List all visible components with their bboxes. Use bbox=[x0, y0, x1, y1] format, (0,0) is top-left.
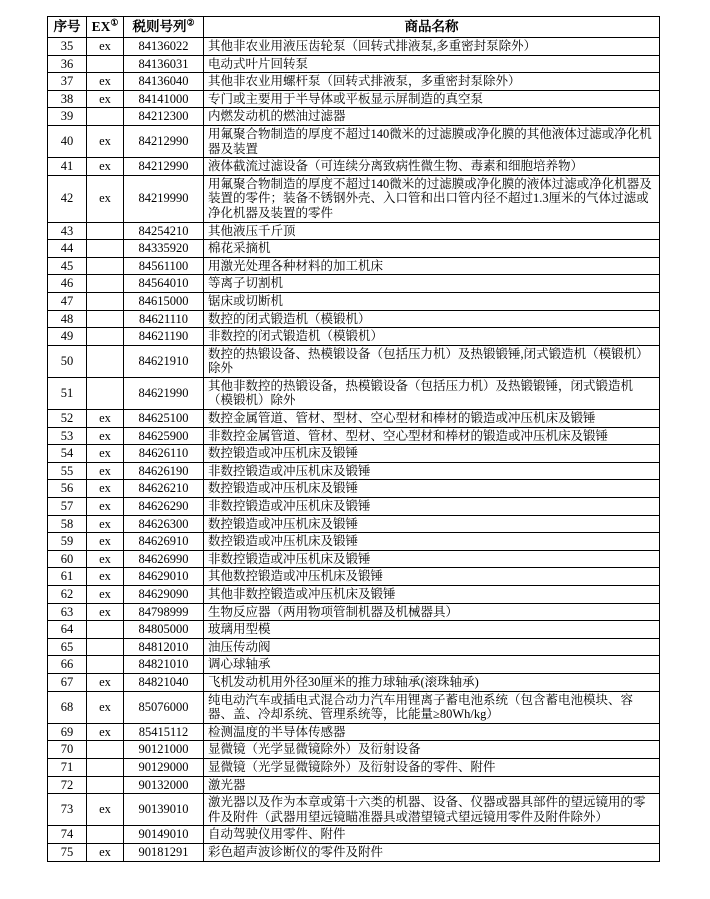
table-row bbox=[48, 175, 660, 222]
row-product-name: 自动驾驶仪用零件、附件 bbox=[204, 826, 660, 844]
row-product-name: 专门或主要用于半导体或平板显示屏制造的真空泵 bbox=[204, 90, 660, 108]
row-tariff-code: 84798999 bbox=[124, 603, 204, 621]
table-row bbox=[48, 758, 660, 776]
column-header-code-label: 税则号列 bbox=[132, 19, 187, 34]
row-product-name: 其他非数控的热锻设备，热模锻设备（包括压力机）及热锻锻锤，闭式锻造机（模锻机）除外 bbox=[204, 377, 660, 409]
row-product-name: 数控锻造或冲压机床及锻锤 bbox=[204, 515, 660, 533]
row-seq-number: 37 bbox=[48, 73, 87, 91]
table-row bbox=[48, 794, 660, 826]
row-product-name: 非数控的闭式锻造机（模锻机） bbox=[204, 328, 660, 346]
table-row bbox=[48, 741, 660, 759]
row-tariff-code: 84626300 bbox=[124, 515, 204, 533]
row-product-name: 其他非农业用液压齿轮泵（回转式排液泵,多重密封泵除外） bbox=[204, 38, 660, 56]
row-seq-number: 52 bbox=[48, 410, 87, 428]
row-ex-flag bbox=[87, 758, 124, 776]
row-ex-flag bbox=[87, 377, 124, 409]
footnote-mark-1: ① bbox=[110, 17, 119, 28]
table-row bbox=[48, 568, 660, 586]
row-product-name: 彩色超声波诊断仪的零件及附件 bbox=[204, 843, 660, 861]
row-product-name: 液体截流过滤设备（可连续分离致病性微生物、毒素和细胞培养物） bbox=[204, 158, 660, 176]
tariff-table bbox=[47, 16, 660, 862]
row-product-name: 数控金属管道、管材、型材、空心型材和棒材的锻造或冲压机床及锻锤 bbox=[204, 410, 660, 428]
row-product-name: 显微镜（光学显微镜除外）及衍射设备 bbox=[204, 741, 660, 759]
row-tariff-code: 84219990 bbox=[124, 175, 204, 222]
row-seq-number: 59 bbox=[48, 533, 87, 551]
row-product-name: 等离子切割机 bbox=[204, 275, 660, 293]
row-seq-number: 73 bbox=[48, 794, 87, 826]
row-ex-flag: ex bbox=[87, 427, 124, 445]
row-product-name: 其他非数控锻造或冲压机床及锻锤 bbox=[204, 586, 660, 604]
row-tariff-code: 85076000 bbox=[124, 691, 204, 723]
footnote-mark-2: ② bbox=[186, 17, 195, 28]
table-header bbox=[48, 17, 660, 38]
row-tariff-code: 90129000 bbox=[124, 758, 204, 776]
row-ex-flag: ex bbox=[87, 73, 124, 91]
row-product-name: 激光器以及作为本章或第十六类的机器、设备、仪器或器具部件的望远镜用的零件及附件（武器用望远镜瞄准器具或潜望镜式望远镜用零件及附件除外） bbox=[204, 794, 660, 826]
row-product-name: 内燃发动机的燃油过滤器 bbox=[204, 108, 660, 126]
row-tariff-code: 84335920 bbox=[124, 240, 204, 258]
row-ex-flag: ex bbox=[87, 462, 124, 480]
row-seq-number: 55 bbox=[48, 462, 87, 480]
row-ex-flag: ex bbox=[87, 550, 124, 568]
table-row bbox=[48, 498, 660, 516]
row-product-name: 数控锻造或冲压机床及锻锤 bbox=[204, 480, 660, 498]
row-ex-flag: ex bbox=[87, 586, 124, 604]
row-product-name: 油压传动阀 bbox=[204, 638, 660, 656]
row-ex-flag: ex bbox=[87, 498, 124, 516]
table-row bbox=[48, 240, 660, 258]
row-tariff-code: 85415112 bbox=[124, 723, 204, 741]
row-tariff-code: 84821010 bbox=[124, 656, 204, 674]
row-seq-number: 62 bbox=[48, 586, 87, 604]
row-ex-flag bbox=[87, 741, 124, 759]
row-seq-number: 71 bbox=[48, 758, 87, 776]
row-seq-number: 41 bbox=[48, 158, 87, 176]
row-ex-flag bbox=[87, 310, 124, 328]
table-row bbox=[48, 533, 660, 551]
row-tariff-code: 84621910 bbox=[124, 345, 204, 377]
column-header-ex bbox=[87, 17, 124, 38]
row-tariff-code: 84621990 bbox=[124, 377, 204, 409]
row-seq-number: 42 bbox=[48, 175, 87, 222]
row-ex-flag bbox=[87, 621, 124, 639]
row-product-name: 其他非农业用螺杆泵（回转式排液泵，多重密封泵除外） bbox=[204, 73, 660, 91]
row-tariff-code: 84141000 bbox=[124, 90, 204, 108]
row-product-name: 数控的热锻设备、热模锻设备（包括压力机）及热锻锻锤,闭式锻造机（模锻机）除外 bbox=[204, 345, 660, 377]
row-tariff-code: 84625900 bbox=[124, 427, 204, 445]
table-row bbox=[48, 257, 660, 275]
row-seq-number: 67 bbox=[48, 673, 87, 691]
table-row bbox=[48, 586, 660, 604]
row-product-name: 纯电动汽车或插电式混合动力汽车用锂离子蓄电池系统（包含蓄电池模块、容器、盖、冷却系统、管理系统等，比能量≥80Wh/kg） bbox=[204, 691, 660, 723]
row-seq-number: 40 bbox=[48, 125, 87, 157]
row-ex-flag: ex bbox=[87, 90, 124, 108]
row-product-name: 检测温度的半导体传感器 bbox=[204, 723, 660, 741]
row-seq-number: 54 bbox=[48, 445, 87, 463]
table-row bbox=[48, 410, 660, 428]
row-product-name: 激光器 bbox=[204, 776, 660, 794]
row-product-name: 棉花采摘机 bbox=[204, 240, 660, 258]
table-row bbox=[48, 691, 660, 723]
row-ex-flag: ex bbox=[87, 691, 124, 723]
row-tariff-code: 84626990 bbox=[124, 550, 204, 568]
column-header-ex-label: EX bbox=[91, 19, 111, 34]
row-seq-number: 50 bbox=[48, 345, 87, 377]
table-row bbox=[48, 377, 660, 409]
row-tariff-code: 84629010 bbox=[124, 568, 204, 586]
table-row bbox=[48, 776, 660, 794]
row-seq-number: 64 bbox=[48, 621, 87, 639]
table-row bbox=[48, 480, 660, 498]
row-seq-number: 74 bbox=[48, 826, 87, 844]
table-row bbox=[48, 638, 660, 656]
row-product-name: 用氟聚合物制造的厚度不超过140微米的过滤膜或净化膜的液体过滤或净化机器及装置的零件；装备不锈钢外壳、入口管和出口管内径不超过1.3厘米的气体过滤或净化机器及装置的零件 bbox=[204, 175, 660, 222]
row-product-name: 用氟聚合物制造的厚度不超过140微米的过滤膜或净化膜的其他液体过滤或净化机器及装置 bbox=[204, 125, 660, 157]
row-tariff-code: 84254210 bbox=[124, 222, 204, 240]
row-ex-flag bbox=[87, 240, 124, 258]
row-seq-number: 69 bbox=[48, 723, 87, 741]
table-row bbox=[48, 826, 660, 844]
row-tariff-code: 84615000 bbox=[124, 292, 204, 310]
table-row bbox=[48, 125, 660, 157]
row-tariff-code: 84626190 bbox=[124, 462, 204, 480]
row-seq-number: 58 bbox=[48, 515, 87, 533]
row-tariff-code: 90149010 bbox=[124, 826, 204, 844]
column-header-name bbox=[204, 17, 660, 38]
row-ex-flag: ex bbox=[87, 603, 124, 621]
row-product-name: 锯床或切断机 bbox=[204, 292, 660, 310]
row-ex-flag: ex bbox=[87, 843, 124, 861]
tariff-table-body bbox=[48, 38, 660, 862]
table-row bbox=[48, 462, 660, 480]
row-seq-number: 47 bbox=[48, 292, 87, 310]
row-tariff-code: 84212990 bbox=[124, 125, 204, 157]
row-ex-flag: ex bbox=[87, 533, 124, 551]
row-ex-flag bbox=[87, 222, 124, 240]
table-row bbox=[48, 515, 660, 533]
row-product-name: 其他数控锻造或冲压机床及锻锤 bbox=[204, 568, 660, 586]
row-product-name: 非数控锻造或冲压机床及锻锤 bbox=[204, 550, 660, 568]
row-ex-flag: ex bbox=[87, 673, 124, 691]
row-seq-number: 75 bbox=[48, 843, 87, 861]
row-seq-number: 45 bbox=[48, 257, 87, 275]
row-seq-number: 38 bbox=[48, 90, 87, 108]
table-row bbox=[48, 445, 660, 463]
row-seq-number: 46 bbox=[48, 275, 87, 293]
row-tariff-code: 90132000 bbox=[124, 776, 204, 794]
table-row bbox=[48, 38, 660, 56]
table-row bbox=[48, 310, 660, 328]
row-tariff-code: 84821040 bbox=[124, 673, 204, 691]
row-ex-flag: ex bbox=[87, 445, 124, 463]
row-tariff-code: 84621190 bbox=[124, 328, 204, 346]
row-ex-flag bbox=[87, 292, 124, 310]
row-seq-number: 66 bbox=[48, 656, 87, 674]
row-ex-flag: ex bbox=[87, 158, 124, 176]
table-row bbox=[48, 90, 660, 108]
row-tariff-code: 90139010 bbox=[124, 794, 204, 826]
column-header-name-label: 商品名称 bbox=[404, 19, 459, 34]
row-ex-flag: ex bbox=[87, 125, 124, 157]
row-seq-number: 36 bbox=[48, 55, 87, 73]
header-row bbox=[48, 17, 660, 38]
row-product-name: 玻璃用型模 bbox=[204, 621, 660, 639]
row-seq-number: 60 bbox=[48, 550, 87, 568]
row-seq-number: 43 bbox=[48, 222, 87, 240]
row-ex-flag: ex bbox=[87, 410, 124, 428]
row-tariff-code: 84626210 bbox=[124, 480, 204, 498]
row-seq-number: 39 bbox=[48, 108, 87, 126]
table-row bbox=[48, 550, 660, 568]
row-product-name: 数控锻造或冲压机床及锻锤 bbox=[204, 533, 660, 551]
row-ex-flag bbox=[87, 108, 124, 126]
row-tariff-code: 84626910 bbox=[124, 533, 204, 551]
row-tariff-code: 90121000 bbox=[124, 741, 204, 759]
row-product-name: 电动式叶片回转泵 bbox=[204, 55, 660, 73]
row-product-name: 飞机发动机用外径30厘米的推力球轴承(滚珠轴承) bbox=[204, 673, 660, 691]
row-ex-flag bbox=[87, 55, 124, 73]
row-ex-flag bbox=[87, 257, 124, 275]
row-seq-number: 57 bbox=[48, 498, 87, 516]
row-ex-flag: ex bbox=[87, 568, 124, 586]
table-row bbox=[48, 427, 660, 445]
table-row bbox=[48, 328, 660, 346]
row-seq-number: 70 bbox=[48, 741, 87, 759]
table-row bbox=[48, 656, 660, 674]
row-ex-flag: ex bbox=[87, 723, 124, 741]
row-tariff-code: 84212300 bbox=[124, 108, 204, 126]
row-product-name: 其他液压千斤顶 bbox=[204, 222, 660, 240]
row-seq-number: 61 bbox=[48, 568, 87, 586]
row-ex-flag bbox=[87, 656, 124, 674]
table-row bbox=[48, 345, 660, 377]
row-seq-number: 63 bbox=[48, 603, 87, 621]
table-row bbox=[48, 603, 660, 621]
table-row bbox=[48, 275, 660, 293]
row-tariff-code: 84136031 bbox=[124, 55, 204, 73]
row-product-name: 数控锻造或冲压机床及锻锤 bbox=[204, 445, 660, 463]
row-tariff-code: 84805000 bbox=[124, 621, 204, 639]
row-ex-flag bbox=[87, 826, 124, 844]
row-ex-flag bbox=[87, 345, 124, 377]
table-row bbox=[48, 292, 660, 310]
table-row bbox=[48, 158, 660, 176]
row-tariff-code: 90181291 bbox=[124, 843, 204, 861]
row-tariff-code: 84136022 bbox=[124, 38, 204, 56]
row-tariff-code: 84626290 bbox=[124, 498, 204, 516]
column-header-seq bbox=[48, 17, 87, 38]
table-row bbox=[48, 621, 660, 639]
row-ex-flag bbox=[87, 275, 124, 293]
row-seq-number: 51 bbox=[48, 377, 87, 409]
row-seq-number: 48 bbox=[48, 310, 87, 328]
table-row bbox=[48, 108, 660, 126]
row-ex-flag: ex bbox=[87, 515, 124, 533]
row-ex-flag: ex bbox=[87, 175, 124, 222]
row-ex-flag: ex bbox=[87, 480, 124, 498]
row-tariff-code: 84625100 bbox=[124, 410, 204, 428]
row-tariff-code: 84621110 bbox=[124, 310, 204, 328]
row-seq-number: 72 bbox=[48, 776, 87, 794]
row-seq-number: 53 bbox=[48, 427, 87, 445]
row-seq-number: 56 bbox=[48, 480, 87, 498]
table-row bbox=[48, 723, 660, 741]
row-ex-flag bbox=[87, 776, 124, 794]
row-seq-number: 35 bbox=[48, 38, 87, 56]
row-seq-number: 49 bbox=[48, 328, 87, 346]
row-tariff-code: 84564010 bbox=[124, 275, 204, 293]
row-tariff-code: 84629090 bbox=[124, 586, 204, 604]
row-product-name: 调心球轴承 bbox=[204, 656, 660, 674]
row-tariff-code: 84212990 bbox=[124, 158, 204, 176]
row-ex-flag bbox=[87, 638, 124, 656]
row-tariff-code: 84812010 bbox=[124, 638, 204, 656]
table-row bbox=[48, 73, 660, 91]
column-header-code bbox=[124, 17, 204, 38]
column-header-seq-label: 序号 bbox=[53, 19, 81, 34]
row-product-name: 非数控锻造或冲压机床及锻锤 bbox=[204, 498, 660, 516]
row-product-name: 生物反应器（两用物项管制机器及机械器具） bbox=[204, 603, 660, 621]
row-seq-number: 44 bbox=[48, 240, 87, 258]
table-row bbox=[48, 55, 660, 73]
row-tariff-code: 84561100 bbox=[124, 257, 204, 275]
row-tariff-code: 84626110 bbox=[124, 445, 204, 463]
table-row bbox=[48, 673, 660, 691]
row-product-name: 非数控金属管道、管材、型材、空心型材和棒材的锻造或冲压机床及锻锤 bbox=[204, 427, 660, 445]
row-seq-number: 65 bbox=[48, 638, 87, 656]
row-tariff-code: 84136040 bbox=[124, 73, 204, 91]
table-row bbox=[48, 843, 660, 861]
row-ex-flag bbox=[87, 328, 124, 346]
row-ex-flag: ex bbox=[87, 38, 124, 56]
row-product-name: 用激光处理各种材料的加工机床 bbox=[204, 257, 660, 275]
table-row bbox=[48, 222, 660, 240]
row-product-name: 显微镜（光学显微镜除外）及衍射设备的零件、附件 bbox=[204, 758, 660, 776]
row-seq-number: 68 bbox=[48, 691, 87, 723]
row-product-name: 非数控锻造或冲压机床及锻锤 bbox=[204, 462, 660, 480]
row-ex-flag: ex bbox=[87, 794, 124, 826]
row-product-name: 数控的闭式锻造机（模锻机） bbox=[204, 310, 660, 328]
